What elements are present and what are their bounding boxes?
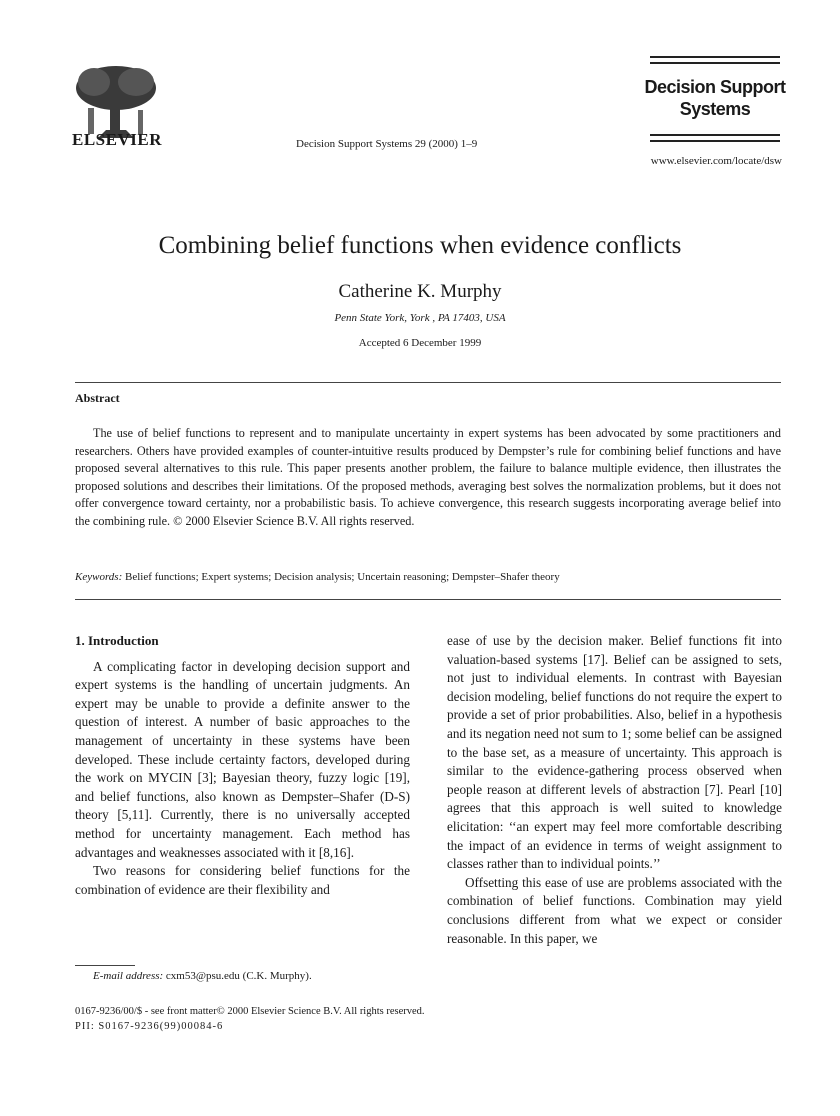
section-heading-introduction: 1. Introduction <box>75 633 159 648</box>
journal-title-rule-bottom <box>650 134 780 136</box>
footnote-rule <box>75 965 135 966</box>
paragraph: A complicating factor in developing decision support and expert systems is the handling of uncertain judgments. An expert may be unable to provide a definite answer to the question of interest. A number of basic approaches to the management of uncertainty in these systems have been developed. These include certainty factors, developed during the work on MYCIN [3]; Bayesian theory, fuzzy logic [19], and belief functions, also known as Dempster–Shafer (D-S) theory [5,11]. Currently, there is no universally accepted method for uncertainty management. Each method has advantages and weaknesses associated with it [8,16]. <box>75 658 410 860</box>
abstract-text: The use of belief functions to represent and to manipulate uncertainty in expert systems has been advocated by some practitioners and researchers. Others have provided examples of counter-intuitive results produced by Dempster’s rule for combining belief functions and have proposed several alternatives to this rule. This paper presents another problem, the failure to balance multiple evidence, then illustrates the proposed solutions and describes their limitations. Of the proposed methods, averaging best solves the normalization problems, but it does not offer convergence toward certainty, nor a probabilistic basis. To achieve convergence, this research suggests incorporating average belief into the combining rule. © 2000 Elsevier Science B.V. All rights reserved. <box>75 426 781 528</box>
accepted-date: Accepted 6 December 1999 <box>358 337 482 349</box>
keywords-list: Belief functions; Expert systems; Decision analysis; Uncertain reasoning; Dempster–Shafer theory <box>125 571 560 583</box>
publisher-name: ELSEVIER <box>72 130 162 149</box>
journal-title-line2: Systems <box>679 99 751 119</box>
paragraph: Two reasons for considering belief functions for the combination of evidence are their flexibility and <box>75 863 410 897</box>
journal-url[interactable]: www.elsevier.com/locate/dsw <box>650 155 782 167</box>
journal-title-line1: Decision Support <box>644 77 786 97</box>
paragraph: ease of use by the decision maker. Belief functions fit into valuation-based systems [17]. Belief can be assigned to sets, not just to individual elements. In contrast with Bayesian decision modeling, belief functions do not require the expert to provide a set of prior probabilities. Also, belief in a hypothesis and its negation need not sum to 1; some belief can be assigned to the base set, as a measure of uncertainty. This approach is similar to the evidence-gathering process observed when people reason at different levels of abstraction [7]. Pearl [10] agrees that this approach is well suited to knowledge elicitation: ‘‘an expert may feel more comfortable describing the impact of an evidence in terms of weight assignment to classes rather than to individual points.’’ <box>447 633 782 872</box>
body-column-left <box>75 632 410 899</box>
author-name: Catherine K. Murphy <box>338 281 502 302</box>
pii-line: PII: S0167-9236(99)00084-6 <box>75 1021 224 1032</box>
abstract-heading: Abstract <box>75 391 120 405</box>
author-affiliation: Penn State York, York , PA 17403, USA <box>334 312 506 324</box>
paragraph: Offsetting this ease of use are problems associated with the combination of belief functions. Combination may yield conclusions different from what we expect or consider reasonable. In this paper, we <box>447 874 782 946</box>
footnote-email <box>93 970 312 982</box>
journal-title-rule-top <box>650 56 780 58</box>
journal-title <box>640 76 790 120</box>
email-label: E-mail address: <box>93 970 164 982</box>
keywords-line <box>75 571 560 583</box>
keywords-label: Keywords: <box>75 571 123 583</box>
divider-bottom <box>75 599 781 600</box>
issn-line: 0167-9236/00/$ - see front matter© 2000 Elsevier Science B.V. All rights reserved. <box>75 1006 425 1017</box>
journal-title-rule-top-2 <box>650 62 780 64</box>
journal-citation: Decision Support Systems 29 (2000) 1–9 <box>296 138 478 150</box>
journal-title-rule-bottom-2 <box>650 140 780 142</box>
body-column-right <box>447 632 782 948</box>
article-title: Combining belief functions when evidence conflicts <box>158 232 682 259</box>
email-value[interactable]: cxm53@psu.edu (C.K. Murphy). <box>165 970 312 982</box>
divider-top <box>75 382 781 383</box>
